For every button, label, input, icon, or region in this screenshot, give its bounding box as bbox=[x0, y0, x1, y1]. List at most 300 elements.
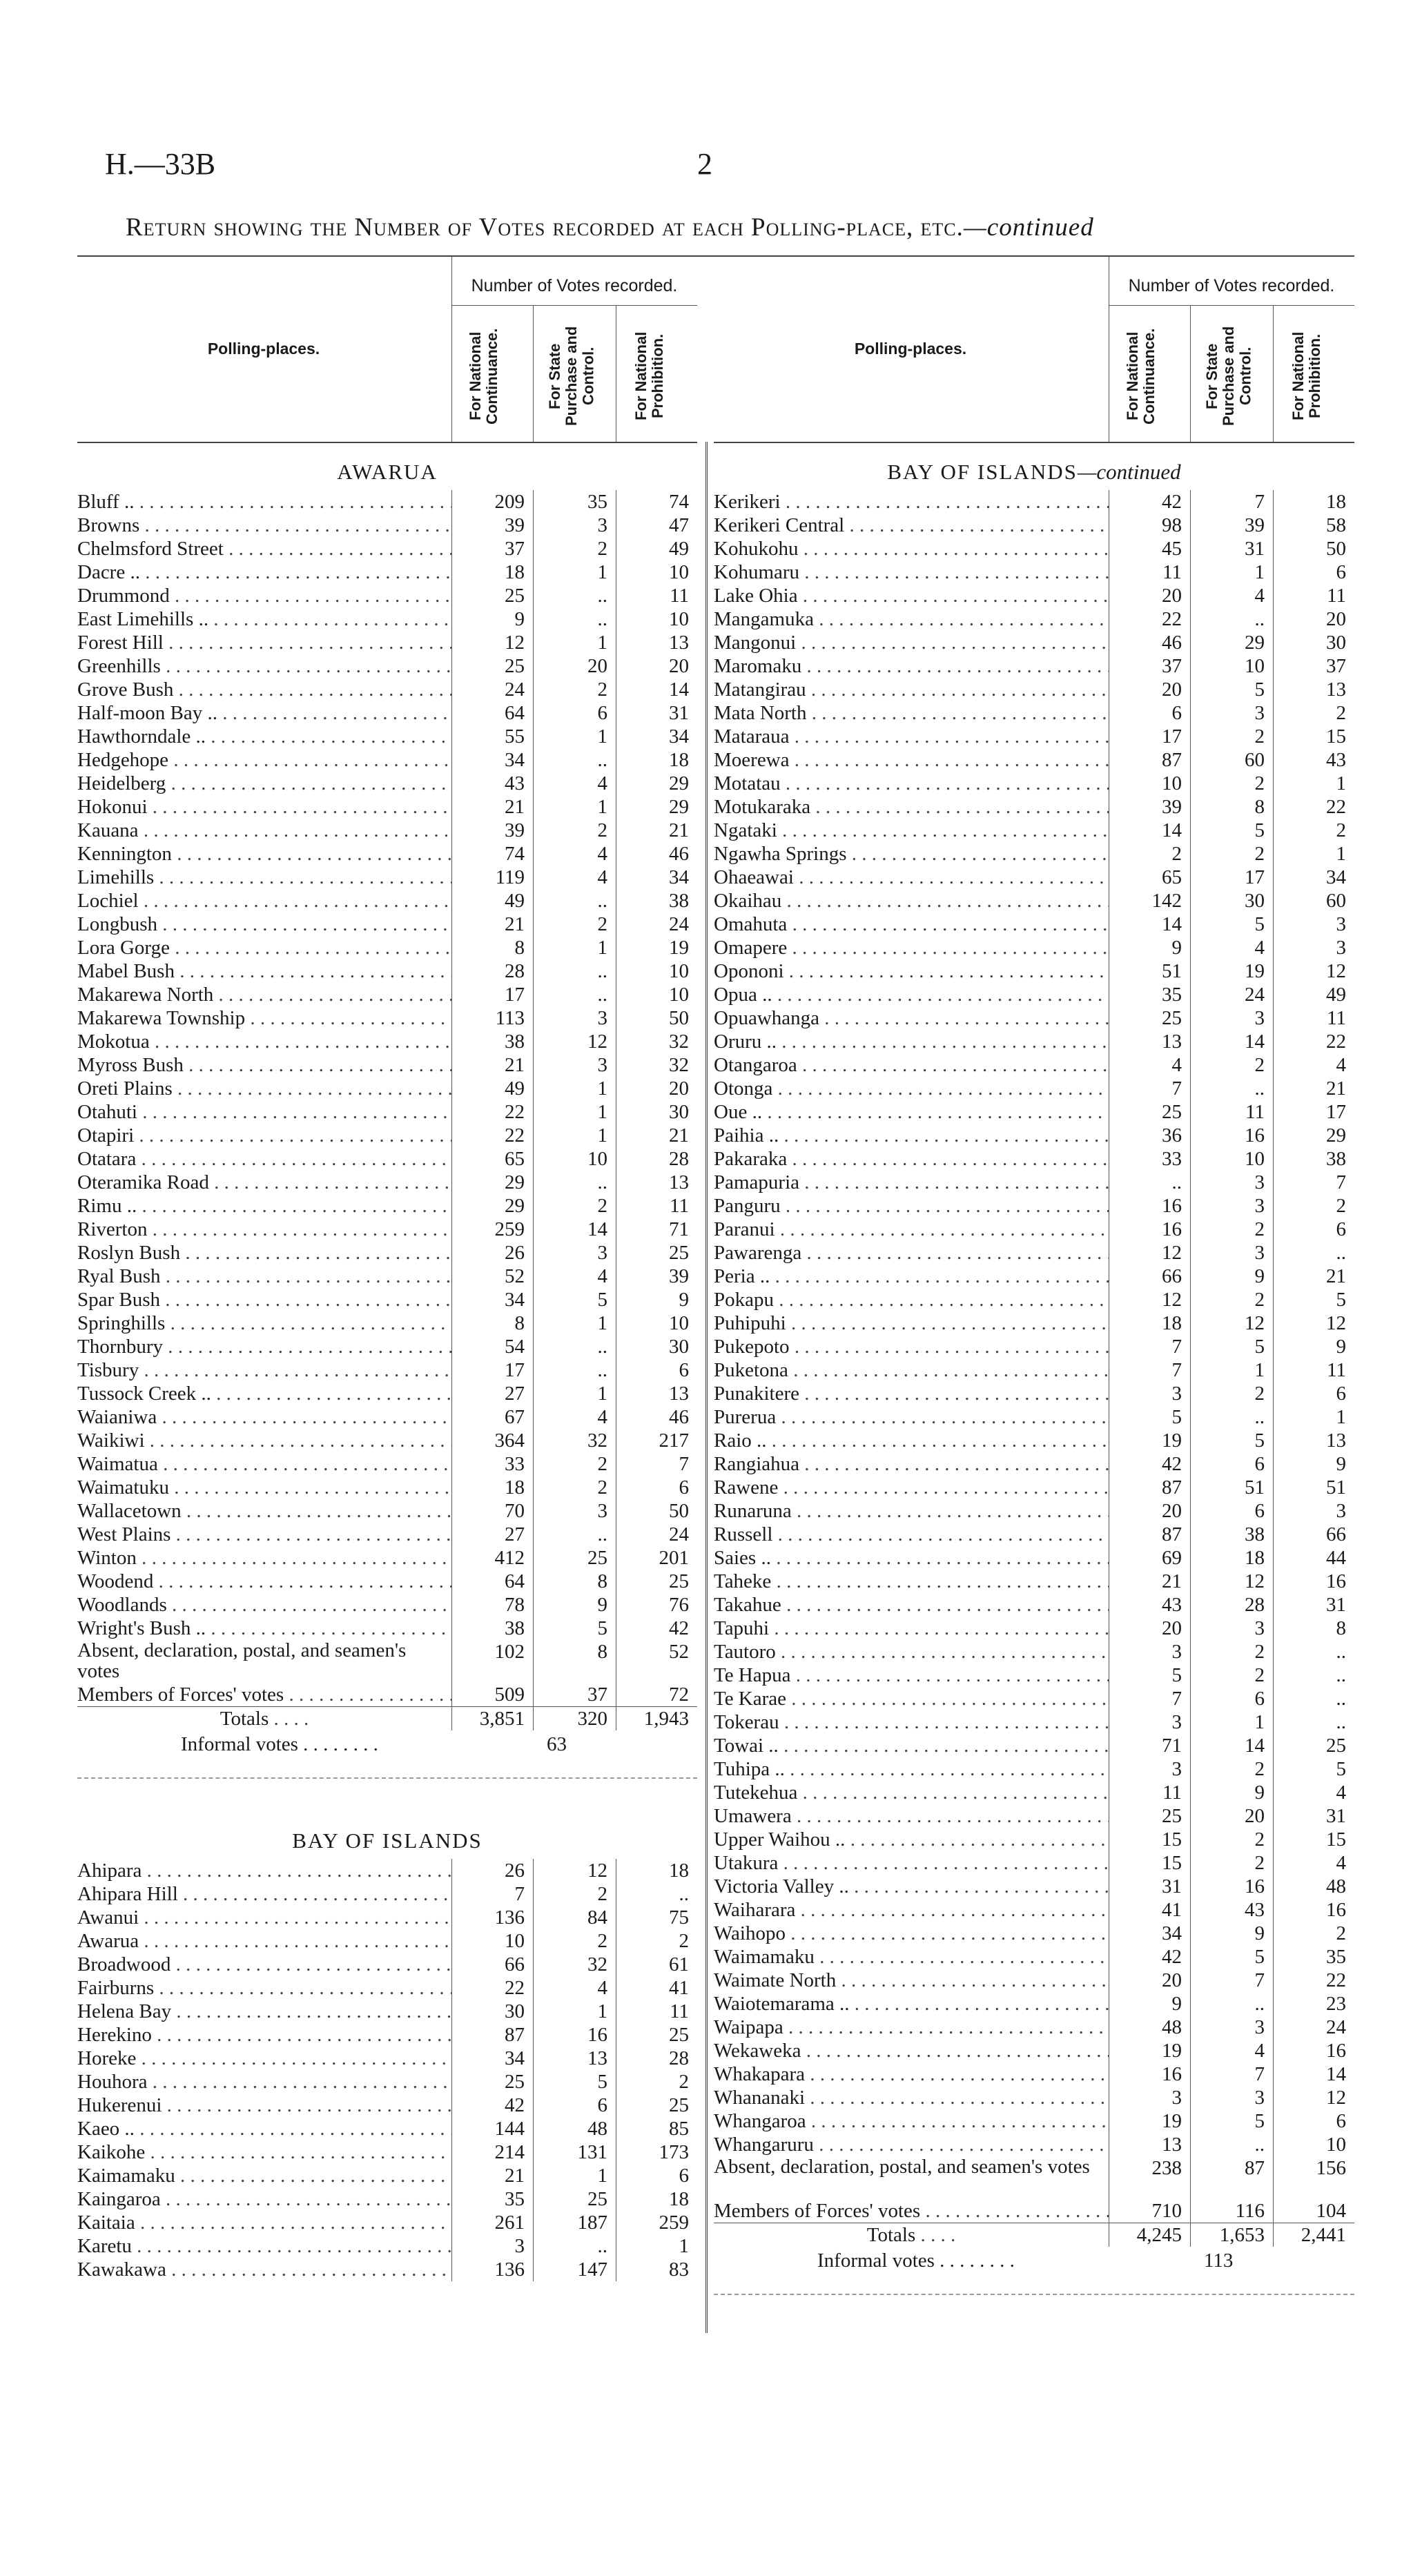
national-continuance-value: 4 bbox=[1109, 1053, 1190, 1077]
national-prohibition-value: 30 bbox=[616, 1335, 697, 1358]
national-continuance-value: 3 bbox=[1109, 2086, 1190, 2109]
national-prohibition-value: 24 bbox=[616, 913, 697, 936]
national-prohibition-value: 1 bbox=[1273, 1405, 1354, 1429]
left-table-body bbox=[77, 443, 697, 2281]
state-purchase-value: 1 bbox=[1190, 1710, 1273, 1734]
national-continuance-value: 20 bbox=[1109, 678, 1190, 701]
polling-place-name: Browns . . . bbox=[77, 514, 451, 537]
head-divider bbox=[1190, 305, 1191, 442]
table-row bbox=[714, 1781, 1354, 1804]
polling-places-header: Polling-places. bbox=[207, 340, 320, 358]
state-purchase-value: 8 bbox=[533, 1640, 616, 1683]
polling-place-name: Lora Gorge . . . bbox=[77, 936, 451, 959]
national-continuance-value: 74 bbox=[451, 842, 533, 866]
polling-place-name: Kohukohu . . . bbox=[714, 537, 1109, 560]
state-purchase-value: 19 bbox=[1190, 959, 1273, 983]
table-row bbox=[714, 1617, 1354, 1640]
national-prohibition-value: 15 bbox=[1273, 1828, 1354, 1851]
polling-place-name: Fairburns . . . bbox=[77, 1976, 451, 2000]
state-purchase-value: 16 bbox=[533, 2023, 616, 2047]
polling-place-name: Pokapu . . . bbox=[714, 1288, 1109, 1311]
national-continuance-value: 26 bbox=[451, 1859, 533, 1882]
national-prohibition-value: 10 bbox=[616, 983, 697, 1006]
table-row bbox=[77, 959, 697, 983]
national-continuance-value: 14 bbox=[1109, 913, 1190, 936]
national-continuance-value: 42 bbox=[1109, 490, 1190, 514]
state-purchase-value: 2 bbox=[1190, 1828, 1273, 1851]
national-continuance-value: 142 bbox=[1109, 889, 1190, 913]
national-prohibition-value: 22 bbox=[1273, 795, 1354, 819]
polling-place-name: Dacre .. . . . bbox=[77, 560, 451, 584]
polling-place-name: Whakapara . . . bbox=[714, 2062, 1109, 2086]
return-title-continued: —continued bbox=[963, 213, 1094, 242]
state-purchase-value: .. bbox=[1190, 1992, 1273, 2016]
table-row bbox=[77, 1953, 697, 1976]
national-continuance-value: 7 bbox=[1109, 1335, 1190, 1358]
polling-place-name: Mangamuka . . . bbox=[714, 607, 1109, 631]
polling-place-name: Pamapuria . . . bbox=[714, 1171, 1109, 1194]
table-row bbox=[714, 1476, 1354, 1499]
national-prohibition-value: 28 bbox=[616, 2047, 697, 2070]
national-continuance-value: 25 bbox=[451, 654, 533, 678]
national-prohibition-value: 3 bbox=[1273, 913, 1354, 936]
polling-place-name: Tautoro . . . bbox=[714, 1640, 1109, 1663]
polling-place-name: Waihopo . . . bbox=[714, 1922, 1109, 1945]
polling-place-name: Tapuhi . . . bbox=[714, 1617, 1109, 1640]
state-purchase-value: 1 bbox=[1190, 560, 1273, 584]
center-divider bbox=[705, 442, 708, 2333]
national-continuance-value: 45 bbox=[1109, 537, 1190, 560]
table-row bbox=[714, 1734, 1354, 1757]
state-purchase-value: 9 bbox=[533, 1593, 616, 1617]
national-continuance-value: 49 bbox=[451, 1077, 533, 1100]
polling-place-name: Longbush . . . bbox=[77, 913, 451, 936]
spacer bbox=[77, 1780, 697, 1823]
state-purchase-value: 18 bbox=[1190, 1546, 1273, 1570]
national-prohibition-value: 10 bbox=[616, 560, 697, 584]
section-title-bay-of-islands-continued bbox=[714, 454, 1354, 490]
national-prohibition-value: 1 bbox=[616, 2234, 697, 2258]
table-row bbox=[714, 1757, 1354, 1781]
table-row bbox=[714, 1265, 1354, 1288]
table-row bbox=[77, 748, 697, 772]
national-continuance-value: 34 bbox=[451, 1288, 533, 1311]
polling-place-name: Kohumaru . . . bbox=[714, 560, 1109, 584]
state-purchase-value: 3 bbox=[533, 514, 616, 537]
national-continuance-value: 87 bbox=[1109, 1476, 1190, 1499]
national-prohibition-value: 1,943 bbox=[616, 1707, 697, 1730]
polling-place-name: Waimamaku . . . bbox=[714, 1945, 1109, 1969]
head-subrule bbox=[1109, 305, 1354, 306]
national-prohibition-value: 2 bbox=[1273, 1194, 1354, 1218]
table-row bbox=[77, 654, 697, 678]
state-purchase-value: .. bbox=[1190, 607, 1273, 631]
informal-votes-label: Informal votes . . . . . . . . bbox=[817, 2250, 1015, 2272]
national-continuance-value: 21 bbox=[451, 1053, 533, 1077]
state-purchase-value: .. bbox=[533, 959, 616, 983]
table-row bbox=[77, 560, 697, 584]
national-continuance-value: 5 bbox=[1109, 1405, 1190, 1429]
polling-place-name: Rimu .. . . . bbox=[77, 1194, 451, 1218]
polling-place-name: East Limehills .. . . . bbox=[77, 607, 451, 631]
polling-place-name: Umawera . . . bbox=[714, 1804, 1109, 1828]
table-row bbox=[77, 514, 697, 537]
table-row bbox=[77, 1476, 697, 1499]
state-purchase-value: 7 bbox=[1190, 490, 1273, 514]
polling-place-name: Helena Bay . . . bbox=[77, 2000, 451, 2023]
national-prohibition-value: 31 bbox=[616, 701, 697, 725]
table-row bbox=[714, 1194, 1354, 1218]
state-purchase-value: 3 bbox=[1190, 1241, 1273, 1265]
left-table bbox=[77, 257, 697, 2281]
polling-place-name: Members of Forces' votes . . . bbox=[77, 1683, 451, 1706]
polling-place-name: Herekino . . . bbox=[77, 2023, 451, 2047]
national-prohibition-value: .. bbox=[1273, 1663, 1354, 1687]
table-row bbox=[77, 1570, 697, 1593]
national-prohibition-value: 38 bbox=[616, 889, 697, 913]
polling-place-name: Greenhills . . . bbox=[77, 654, 451, 678]
national-prohibition-value: .. bbox=[1273, 1687, 1354, 1710]
national-prohibition-value: 32 bbox=[616, 1053, 697, 1077]
national-continuance-value: 16 bbox=[1109, 2062, 1190, 2086]
national-continuance-value: 27 bbox=[451, 1382, 533, 1405]
national-continuance-value: 26 bbox=[451, 1241, 533, 1265]
polling-place-name: Forest Hill . . . bbox=[77, 631, 451, 654]
national-prohibition-value: .. bbox=[1273, 1710, 1354, 1734]
national-continuance-value: 43 bbox=[451, 772, 533, 795]
national-continuance-value: 16 bbox=[1109, 1194, 1190, 1218]
national-continuance-value: 3 bbox=[1109, 1382, 1190, 1405]
national-prohibition-value: 66 bbox=[1273, 1523, 1354, 1546]
national-continuance-value: 18 bbox=[451, 560, 533, 584]
table-row bbox=[77, 1523, 697, 1546]
national-continuance-value: 36 bbox=[1109, 1124, 1190, 1147]
table-row bbox=[714, 1053, 1354, 1077]
national-continuance-value: 8 bbox=[451, 936, 533, 959]
polling-place-name: Drummond . . . bbox=[77, 584, 451, 607]
state-purchase-value: 32 bbox=[533, 1953, 616, 1976]
polling-place-name: Taheke . . . bbox=[714, 1570, 1109, 1593]
table-row bbox=[714, 1311, 1354, 1335]
national-continuance-value: 42 bbox=[1109, 1452, 1190, 1476]
state-purchase-value: 2 bbox=[533, 1476, 616, 1499]
national-continuance-value: 52 bbox=[451, 1265, 533, 1288]
national-continuance-value: 13 bbox=[1109, 2133, 1190, 2156]
state-purchase-value: 1 bbox=[533, 560, 616, 584]
polling-place-name: Hawthorndale .. . . . bbox=[77, 725, 451, 748]
table-row bbox=[77, 1194, 697, 1218]
state-purchase-value: 9 bbox=[1190, 1781, 1273, 1804]
polling-place-name: Victoria Valley .. . . . bbox=[714, 1875, 1109, 1898]
state-purchase-value: 16 bbox=[1190, 1124, 1273, 1147]
table-row bbox=[77, 1452, 697, 1476]
national-continuance-value: 9 bbox=[1109, 936, 1190, 959]
table-row bbox=[77, 1100, 697, 1124]
national-continuance-value: 43 bbox=[1109, 1593, 1190, 1617]
polling-place-name: Wekaweka . . . bbox=[714, 2039, 1109, 2062]
state-purchase-value: 37 bbox=[533, 1683, 616, 1706]
national-prohibition-value: 173 bbox=[616, 2140, 697, 2164]
table-row bbox=[77, 1241, 697, 1265]
national-prohibition-value: 104 bbox=[1273, 2199, 1354, 2223]
polling-place-name: Omapere . . . bbox=[714, 936, 1109, 959]
national-prohibition-value: 13 bbox=[616, 1382, 697, 1405]
table-row bbox=[714, 1100, 1354, 1124]
national-prohibition-value: .. bbox=[1273, 1241, 1354, 1265]
national-continuance-value: 67 bbox=[451, 1405, 533, 1429]
table-row bbox=[77, 1382, 697, 1405]
national-prohibition-value: 11 bbox=[616, 584, 697, 607]
polling-place-name: Waianiwa . . . bbox=[77, 1405, 451, 1429]
polling-place-name: Half-moon Bay .. . . . bbox=[77, 701, 451, 725]
national-continuance-value: 38 bbox=[451, 1617, 533, 1640]
informal-votes-value: 63 bbox=[547, 1733, 567, 1755]
state-purchase-value: 2 bbox=[1190, 725, 1273, 748]
polling-place-name: Wallacetown . . . bbox=[77, 1499, 451, 1523]
polling-place-name: Ngataki . . . bbox=[714, 819, 1109, 842]
national-continuance-value: 12 bbox=[1109, 1241, 1190, 1265]
polling-place-name: Okaihau . . . bbox=[714, 889, 1109, 913]
national-prohibition-value: 10 bbox=[616, 959, 697, 983]
national-continuance-value: 19 bbox=[1109, 2039, 1190, 2062]
national-prohibition-value: 2,441 bbox=[1273, 2223, 1354, 2247]
state-purchase-value: 3 bbox=[1190, 1617, 1273, 1640]
polling-place-name: Rangiahua . . . bbox=[714, 1452, 1109, 1476]
national-continuance-value: 22 bbox=[451, 1976, 533, 2000]
state-purchase-value: 5 bbox=[1190, 678, 1273, 701]
polling-place-name: Spar Bush . . . bbox=[77, 1288, 451, 1311]
table-row bbox=[77, 584, 697, 607]
national-continuance-value: 15 bbox=[1109, 1851, 1190, 1875]
state-purchase-value: 6 bbox=[1190, 1452, 1273, 1476]
state-purchase-value: 2 bbox=[1190, 1382, 1273, 1405]
state-purchase-value: 28 bbox=[1190, 1593, 1273, 1617]
national-prohibition-value: 34 bbox=[1273, 866, 1354, 889]
state-purchase-value: .. bbox=[533, 607, 616, 631]
polling-places-header: Polling-places. bbox=[854, 340, 967, 358]
national-continuance-value: 364 bbox=[451, 1429, 533, 1452]
table-row bbox=[714, 983, 1354, 1006]
polling-place-name: Pakaraka . . . bbox=[714, 1147, 1109, 1171]
state-purchase-value: 3 bbox=[1190, 2016, 1273, 2039]
national-prohibition-value: 61 bbox=[616, 1953, 697, 1976]
polling-place-name: Oteramika Road . . . bbox=[77, 1171, 451, 1194]
state-purchase-value: 5 bbox=[1190, 1429, 1273, 1452]
polling-place-name: Matangirau . . . bbox=[714, 678, 1109, 701]
national-continuance-value: 3 bbox=[1109, 1710, 1190, 1734]
national-prohibition-value: 12 bbox=[1273, 2086, 1354, 2109]
national-continuance-value: 42 bbox=[451, 2094, 533, 2117]
state-purchase-value: 2 bbox=[533, 819, 616, 842]
state-purchase-value: 35 bbox=[533, 490, 616, 514]
polling-place-name: Woodlands . . . bbox=[77, 1593, 451, 1617]
table-row bbox=[714, 631, 1354, 654]
state-purchase-value: 4 bbox=[533, 1976, 616, 2000]
national-prohibition-value: 46 bbox=[616, 842, 697, 866]
state-purchase-value: .. bbox=[1190, 1077, 1273, 1100]
state-purchase-value: 20 bbox=[1190, 1804, 1273, 1828]
state-purchase-value: 1 bbox=[533, 631, 616, 654]
state-purchase-value: 38 bbox=[1190, 1523, 1273, 1546]
polling-place-name: Puhipuhi . . . bbox=[714, 1311, 1109, 1335]
state-purchase-value: 1,653 bbox=[1190, 2223, 1273, 2247]
state-purchase-value: 1 bbox=[533, 2000, 616, 2023]
table-row bbox=[714, 584, 1354, 607]
state-purchase-value: 9 bbox=[1190, 1265, 1273, 1288]
national-continuance-value: 51 bbox=[1109, 959, 1190, 983]
table-row bbox=[714, 560, 1354, 584]
table-row bbox=[77, 1859, 697, 1882]
national-prohibition-value: 16 bbox=[1273, 1898, 1354, 1922]
national-continuance-value: 39 bbox=[1109, 795, 1190, 819]
national-prohibition-value: 14 bbox=[1273, 2062, 1354, 2086]
polling-place-name: Takahue . . . bbox=[714, 1593, 1109, 1617]
polling-place-name: Lake Ohia . . . bbox=[714, 584, 1109, 607]
national-prohibition-value: 1 bbox=[1273, 842, 1354, 866]
national-continuance-value: 29 bbox=[451, 1171, 533, 1194]
state-purchase-value: 4 bbox=[1190, 2039, 1273, 2062]
national-prohibition-value: 6 bbox=[1273, 1382, 1354, 1405]
national-continuance-value: 65 bbox=[1109, 866, 1190, 889]
state-purchase-value: .. bbox=[533, 983, 616, 1006]
table-row bbox=[77, 913, 697, 936]
number-of-votes-header: Number of Votes recorded. bbox=[1128, 276, 1335, 295]
polling-place-name: Mangonui . . . bbox=[714, 631, 1109, 654]
national-prohibition-value: 4 bbox=[1273, 1053, 1354, 1077]
state-purchase-value: 32 bbox=[533, 1429, 616, 1452]
national-prohibition-value: 12 bbox=[1273, 959, 1354, 983]
state-purchase-value: 25 bbox=[533, 2187, 616, 2211]
table-row bbox=[77, 2187, 697, 2211]
polling-place-name: Mata North . . . bbox=[714, 701, 1109, 725]
state-purchase-value: 2 bbox=[1190, 842, 1273, 866]
national-continuance-value: 37 bbox=[1109, 654, 1190, 678]
polling-place-name: Oruru .. . . . bbox=[714, 1030, 1109, 1053]
state-purchase-value: 1 bbox=[533, 1077, 616, 1100]
national-prohibition-value: 50 bbox=[616, 1006, 697, 1030]
section-separator bbox=[714, 2294, 1354, 2296]
national-continuance-value: 20 bbox=[1109, 1969, 1190, 1992]
state-purchase-value: 2 bbox=[533, 678, 616, 701]
table-row bbox=[77, 842, 697, 866]
polling-place-name: Riverton . . . bbox=[77, 1218, 451, 1241]
table-row bbox=[77, 1311, 697, 1335]
state-purchase-value: 8 bbox=[1190, 795, 1273, 819]
national-prohibition-value: 2 bbox=[616, 1929, 697, 1953]
table-row bbox=[77, 1976, 697, 2000]
table-row bbox=[714, 795, 1354, 819]
polling-place-name: Punakitere . . . bbox=[714, 1382, 1109, 1405]
state-purchase-value: 2 bbox=[533, 1194, 616, 1218]
national-prohibition-value: 4 bbox=[1273, 1781, 1354, 1804]
national-continuance-value: 39 bbox=[451, 514, 533, 537]
absent-votes-row bbox=[714, 2156, 1354, 2199]
polling-place-name: Opuawhanga . . . bbox=[714, 1006, 1109, 1030]
polling-place-name: Opononi . . . bbox=[714, 959, 1109, 983]
state-purchase-value: 51 bbox=[1190, 1476, 1273, 1499]
national-continuance-value: 21 bbox=[451, 795, 533, 819]
state-purchase-value: 187 bbox=[533, 2211, 616, 2234]
state-purchase-value: 2 bbox=[1190, 1640, 1273, 1663]
table-row bbox=[714, 772, 1354, 795]
state-purchase-value: 2 bbox=[1190, 1218, 1273, 1241]
national-continuance-value: 2 bbox=[1109, 842, 1190, 866]
state-purchase-value: 16 bbox=[1190, 1875, 1273, 1898]
table-row bbox=[714, 1335, 1354, 1358]
national-continuance-value: 55 bbox=[451, 725, 533, 748]
national-continuance-value: 10 bbox=[451, 1929, 533, 1953]
national-prohibition-value: 72 bbox=[616, 1683, 697, 1706]
state-purchase-value: 3 bbox=[533, 1006, 616, 1030]
state-purchase-value: 5 bbox=[1190, 913, 1273, 936]
national-continuance-value: 78 bbox=[451, 1593, 533, 1617]
national-continuance-value: 261 bbox=[451, 2211, 533, 2234]
state-purchase-value: 8 bbox=[533, 1570, 616, 1593]
totals-row bbox=[714, 2223, 1354, 2247]
state-purchase-value: 4 bbox=[533, 772, 616, 795]
table-row bbox=[77, 819, 697, 842]
state-purchase-value: 2 bbox=[533, 913, 616, 936]
table-row bbox=[77, 2234, 697, 2258]
national-continuance-value: 71 bbox=[1109, 1734, 1190, 1757]
national-continuance-value: 19 bbox=[1109, 1429, 1190, 1452]
national-continuance-value: 17 bbox=[451, 1358, 533, 1382]
national-continuance-value: 49 bbox=[451, 889, 533, 913]
national-continuance-value: 3 bbox=[1109, 1640, 1190, 1663]
national-continuance-value: 25 bbox=[1109, 1100, 1190, 1124]
table-row bbox=[714, 936, 1354, 959]
polling-place-name: Tisbury . . . bbox=[77, 1358, 451, 1382]
national-continuance-value: 7 bbox=[1109, 1687, 1190, 1710]
polling-place-name: Utakura . . . bbox=[714, 1851, 1109, 1875]
table-row bbox=[77, 1906, 697, 1929]
table-row bbox=[714, 1969, 1354, 1992]
national-prohibition-value: 28 bbox=[616, 1147, 697, 1171]
section-title-bay-of-islands-continued-text: BAY OF ISLANDS bbox=[887, 460, 1078, 484]
national-continuance-value: 46 bbox=[1109, 631, 1190, 654]
table-row bbox=[714, 537, 1354, 560]
national-prohibition-value: 6 bbox=[1273, 2109, 1354, 2133]
col-national-prohibition-header: For National Prohibition. bbox=[632, 331, 667, 421]
national-continuance-value: 34 bbox=[1109, 1922, 1190, 1945]
national-continuance-value: 238 bbox=[1109, 2156, 1190, 2199]
state-purchase-value: 10 bbox=[1190, 654, 1273, 678]
table-row bbox=[714, 1288, 1354, 1311]
number-of-votes-header: Number of Votes recorded. bbox=[471, 276, 678, 295]
polling-place-name: Kaikohe . . . bbox=[77, 2140, 451, 2164]
table-row bbox=[714, 1006, 1354, 1030]
table-row bbox=[714, 1992, 1354, 2016]
page-number: 2 bbox=[697, 147, 712, 181]
table-row bbox=[714, 701, 1354, 725]
national-continuance-value: 102 bbox=[451, 1640, 533, 1683]
col-state-purchase-header: For State Purchase and Control. bbox=[1203, 326, 1254, 427]
state-purchase-value: .. bbox=[533, 2234, 616, 2258]
polling-place-name: Otangaroa . . . bbox=[714, 1053, 1109, 1077]
informal-votes-row bbox=[77, 1730, 697, 1758]
polling-place-name: Limehills . . . bbox=[77, 866, 451, 889]
national-continuance-value: 20 bbox=[1109, 584, 1190, 607]
state-purchase-value: 9 bbox=[1190, 1922, 1273, 1945]
table-row bbox=[714, 1241, 1354, 1265]
national-continuance-value: 22 bbox=[1109, 607, 1190, 631]
national-continuance-value: 65 bbox=[451, 1147, 533, 1171]
national-continuance-value: 136 bbox=[451, 1906, 533, 1929]
state-purchase-value: 25 bbox=[533, 1546, 616, 1570]
national-prohibition-value: 41 bbox=[616, 1976, 697, 2000]
table-row bbox=[714, 1171, 1354, 1194]
polling-place-name: Tutekehua . . . bbox=[714, 1781, 1109, 1804]
